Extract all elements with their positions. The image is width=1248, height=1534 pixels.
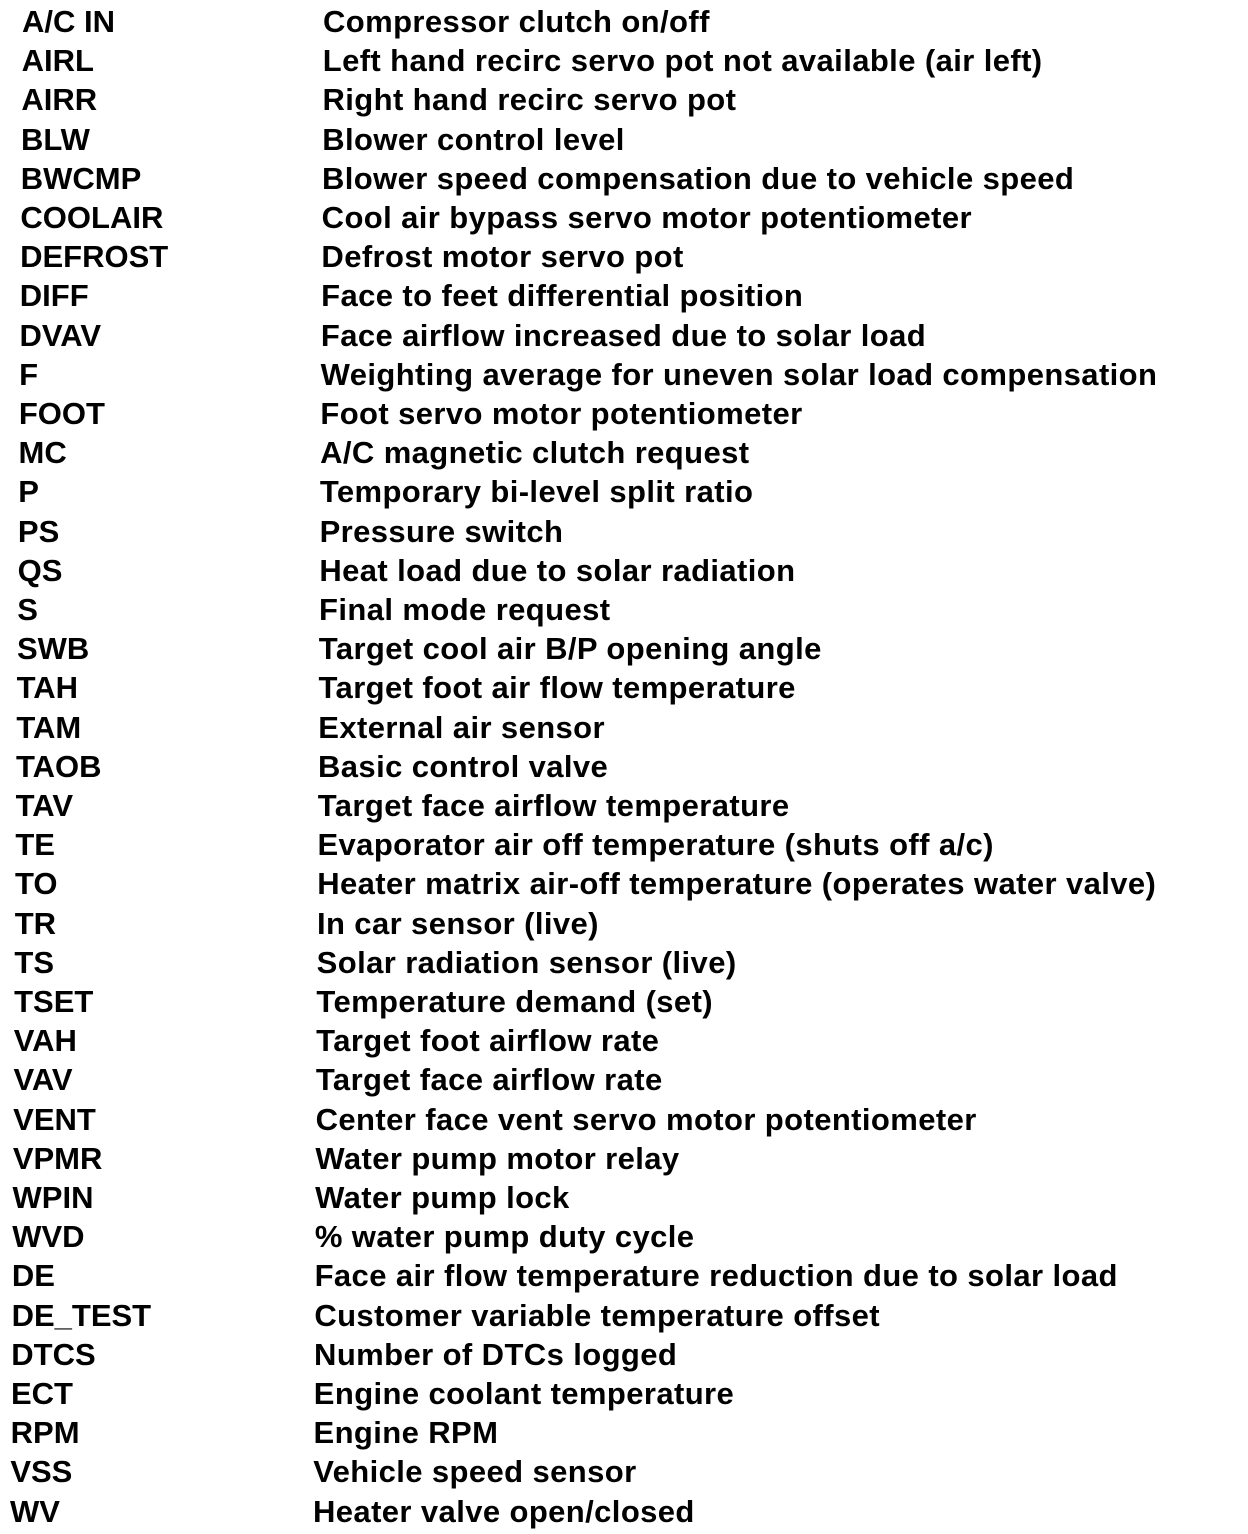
abbreviation: S [17,592,38,627]
glossary-row [0,355,1248,394]
abbreviation: BLW [21,121,90,157]
abbreviation-description: Target foot air flow temperature [318,670,796,706]
glossary-row [0,943,1248,982]
abbreviation: MC [18,435,67,471]
glossary-row [0,1021,1248,1060]
abbreviation-description: Compressor clutch on/off [323,4,710,39]
abbreviation: WV [10,1493,60,1529]
abbreviation: P [18,474,39,510]
abbreviation: QS [17,552,63,588]
abbreviation: DTCS [11,1336,96,1372]
abbreviation-description: Face airflow increased due to solar load [320,317,927,353]
abbreviation-description: Heat load due to solar radiation [319,552,796,588]
glossary-row [0,1100,1248,1139]
abbreviation-description: Temporary bi-level split ratio [319,474,754,510]
abbreviation-description: Customer variable temperature offset [314,1297,880,1333]
abbreviation: TR [14,905,57,941]
abbreviation-description: Number of DTCs logged [314,1336,678,1372]
glossary-row [0,120,1248,159]
glossary-row [0,1178,1248,1217]
abbreviation: AIRL [21,43,94,79]
glossary-row [0,1139,1248,1178]
abbreviation: VAV [13,1062,73,1098]
glossary-row [0,747,1248,786]
glossary-row [0,1335,1248,1374]
glossary-row [0,1374,1248,1413]
abbreviation-description: Temperature demand (set) [316,984,714,1019]
abbreviation: VSS [10,1454,73,1490]
abbreviation: DE [11,1258,55,1294]
abbreviation: VAH [13,1023,77,1059]
abbreviation-description: Pressure switch [319,513,564,549]
abbreviation-description: Face air flow temperature reduction due to solar load [314,1258,1118,1294]
abbreviation-description: Blower speed compensation due to vehicle speed [321,160,1075,196]
glossary-row [0,512,1248,551]
abbreviation-description: Engine RPM [313,1415,499,1451]
abbreviation: TSET [14,984,94,1019]
abbreviation: A/C IN [22,4,115,39]
glossary-row [0,825,1248,864]
abbreviation-description: Center face vent servo motor potentiometer [315,1101,977,1137]
abbreviation: TAM [16,709,82,745]
abbreviation: DVAV [19,317,101,353]
abbreviation-description: Foot servo motor potentiometer [320,396,803,431]
abbreviation-description: Final mode request [319,592,611,627]
glossary-row [0,80,1248,119]
glossary-row [0,668,1248,707]
abbreviation-description: Left hand recirc servo pot not available (air left) [322,43,1043,79]
glossary-row [0,237,1248,276]
glossary-row [0,394,1248,433]
glossary-row [0,1452,1248,1491]
glossary-row [0,904,1248,943]
abbreviation: BWCMP [20,160,142,196]
abbreviation: TAOB [16,748,102,784]
abbreviation: WPIN [12,1180,94,1215]
abbreviation: ECT [10,1376,73,1411]
abbreviation-description: Water pump lock [315,1180,570,1215]
abbreviation: TS [14,944,55,980]
abbreviation-description: In car sensor (live) [316,905,599,941]
glossary-row [0,708,1248,747]
abbreviation: FOOT [18,396,105,431]
glossary-row [0,276,1248,315]
glossary-row [0,159,1248,198]
abbreviation-description: Vehicle speed sensor [313,1454,637,1490]
glossary-row [0,982,1248,1021]
abbreviation: WVD [12,1219,85,1255]
abbreviation-description: External air sensor [318,709,605,745]
abbreviation-description: Heater matrix air-off temperature (operates water valve) [317,866,1157,902]
abbreviation-description: Target cool air B/P opening angle [318,631,822,667]
glossary-row [0,786,1248,825]
abbreviation: AIRR [21,82,98,118]
abbreviation-description: Evaporator air off temperature (shuts off a/c) [317,827,994,863]
abbreviation: TAV [15,788,74,823]
abbreviation: SWB [16,631,90,667]
abbreviation-description: Target face airflow rate [315,1062,663,1098]
abbreviation-description: Water pump motor relay [315,1140,680,1176]
glossary-row [0,316,1248,355]
glossary-row [0,433,1248,472]
abbreviation-description: A/C magnetic clutch request [320,435,750,471]
glossary-row [0,1217,1248,1256]
abbreviation-description: Right hand recirc servo pot [322,82,737,118]
glossary-row [0,2,1248,41]
abbreviation: VENT [13,1101,96,1137]
abbreviation-description: Solar radiation sensor (live) [316,944,737,980]
abbreviation: COOLAIR [20,200,164,235]
abbreviation-description: Blower control level [322,121,625,157]
glossary-row [0,198,1248,237]
abbreviation: PS [17,513,60,549]
glossary-row [0,864,1248,903]
abbreviation-description: Target face airflow temperature [317,788,790,823]
abbreviation: DEFROST [20,239,169,275]
glossary-row [0,1060,1248,1099]
glossary-row [0,590,1248,629]
glossary-row [0,629,1248,668]
abbreviation-description: Basic control valve [318,748,609,784]
abbreviation-description: Cool air bypass servo motor potentiometer [321,200,972,235]
glossary-row [0,472,1248,511]
abbreviation-description: Target foot airflow rate [316,1023,660,1059]
glossary-row [0,551,1248,590]
abbreviation: VPMR [12,1140,103,1176]
glossary-row [0,1296,1248,1335]
abbreviation-description: Face to feet differential position [321,278,804,314]
glossary-row [0,1256,1248,1295]
abbreviation: TE [15,827,55,863]
glossary-row [0,1413,1248,1452]
abbreviation: DIFF [19,278,89,314]
abbreviation-description: Engine coolant temperature [313,1376,735,1411]
abbreviation: DE_TEST [11,1297,152,1333]
abbreviation-description: % water pump duty cycle [314,1219,695,1255]
abbreviation-description: Heater valve open/closed [313,1493,695,1529]
abbreviation: TO [15,866,58,902]
glossary-row [0,41,1248,80]
abbreviation-description: Defrost motor servo pot [321,239,684,275]
abbreviation: F [19,356,39,392]
abbreviation-description: Weighting average for uneven solar load compensation [320,356,1158,392]
abbreviation: RPM [10,1415,80,1451]
glossary-row [0,1492,1248,1531]
abbreviation: TAH [16,670,79,706]
